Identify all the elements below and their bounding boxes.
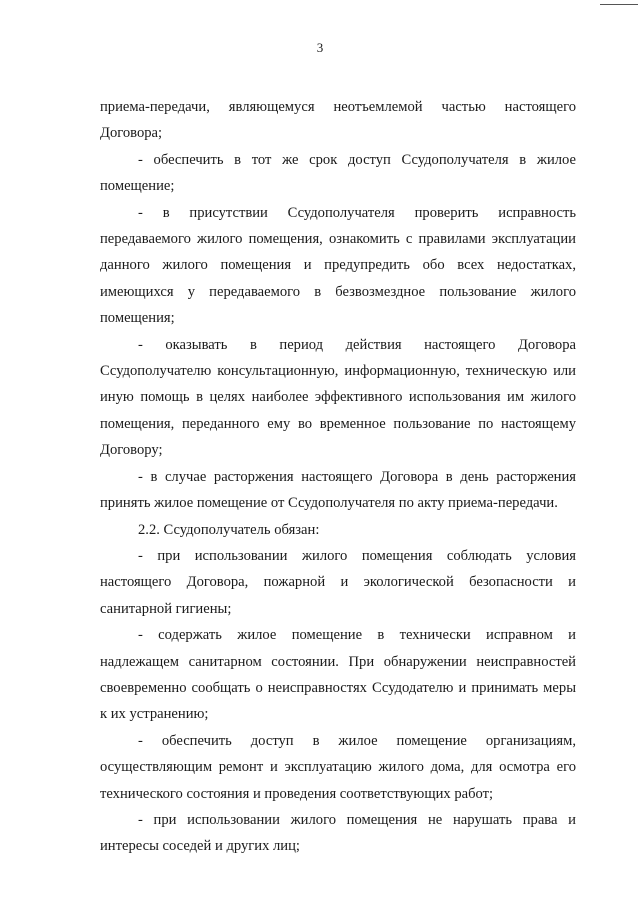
document-body <box>100 94 576 860</box>
paragraph-7: - при использовании жилого помещения соблюдать условия настоящего Договора, пожарной и экологической безопасности и санитарной гигиены; <box>100 547 576 617</box>
paragraph-1: приема-передачи, являющемуся неотъемлемой частью настоящего Договора; <box>100 99 576 142</box>
paragraph-8: - содержать жилое помещение в технически исправном и надлежащем санитарном состоянии. При обнаружении неисправностей своевременно сообщать о неисправностях Ссудодателю и принимать меры к их устранению; <box>100 627 576 723</box>
paragraph-9: - обеспечить доступ в жилое помещение организациям, осуществляющим ремонт и эксплуатацию жилого дома, для осмотра его технического состояния и проведения соответствующих работ; <box>100 732 576 802</box>
section-heading-2-2: 2.2. Ссудополучатель обязан: <box>138 521 320 538</box>
paragraph-10: - при использовании жилого помещения не нарушать права и интересы соседей и других лиц; <box>100 811 576 855</box>
paragraph-4: - оказывать в период действия настоящего Договора Ссудополучателю консультационную, информационную, техническую или иную помощь в целях наиболее эффективного использования им жилого помещения, переданного ему во временное пользование по настоящему Договору; <box>100 336 576 459</box>
paragraph-3: - в присутствии Ссудополучателя проверить исправность передаваемого жилого помещения, ознакомить с правилами эксплуатации данного жилого помещения и предупредить обо всех недостатках, имеющихся у передаваемого в безвозмездное пользование жилого помещения; <box>100 204 576 327</box>
paragraph-5: - в случае расторжения настоящего Договора в день расторжения принять жилое помещение от Ссудополучателя по акту приема-передачи. <box>100 468 576 512</box>
paragraph-2: - обеспечить в тот же срок доступ Ссудополучателя в жилое помещение; <box>100 151 576 195</box>
corner-scan-mark <box>600 4 638 5</box>
page-number: 3 <box>316 40 324 55</box>
